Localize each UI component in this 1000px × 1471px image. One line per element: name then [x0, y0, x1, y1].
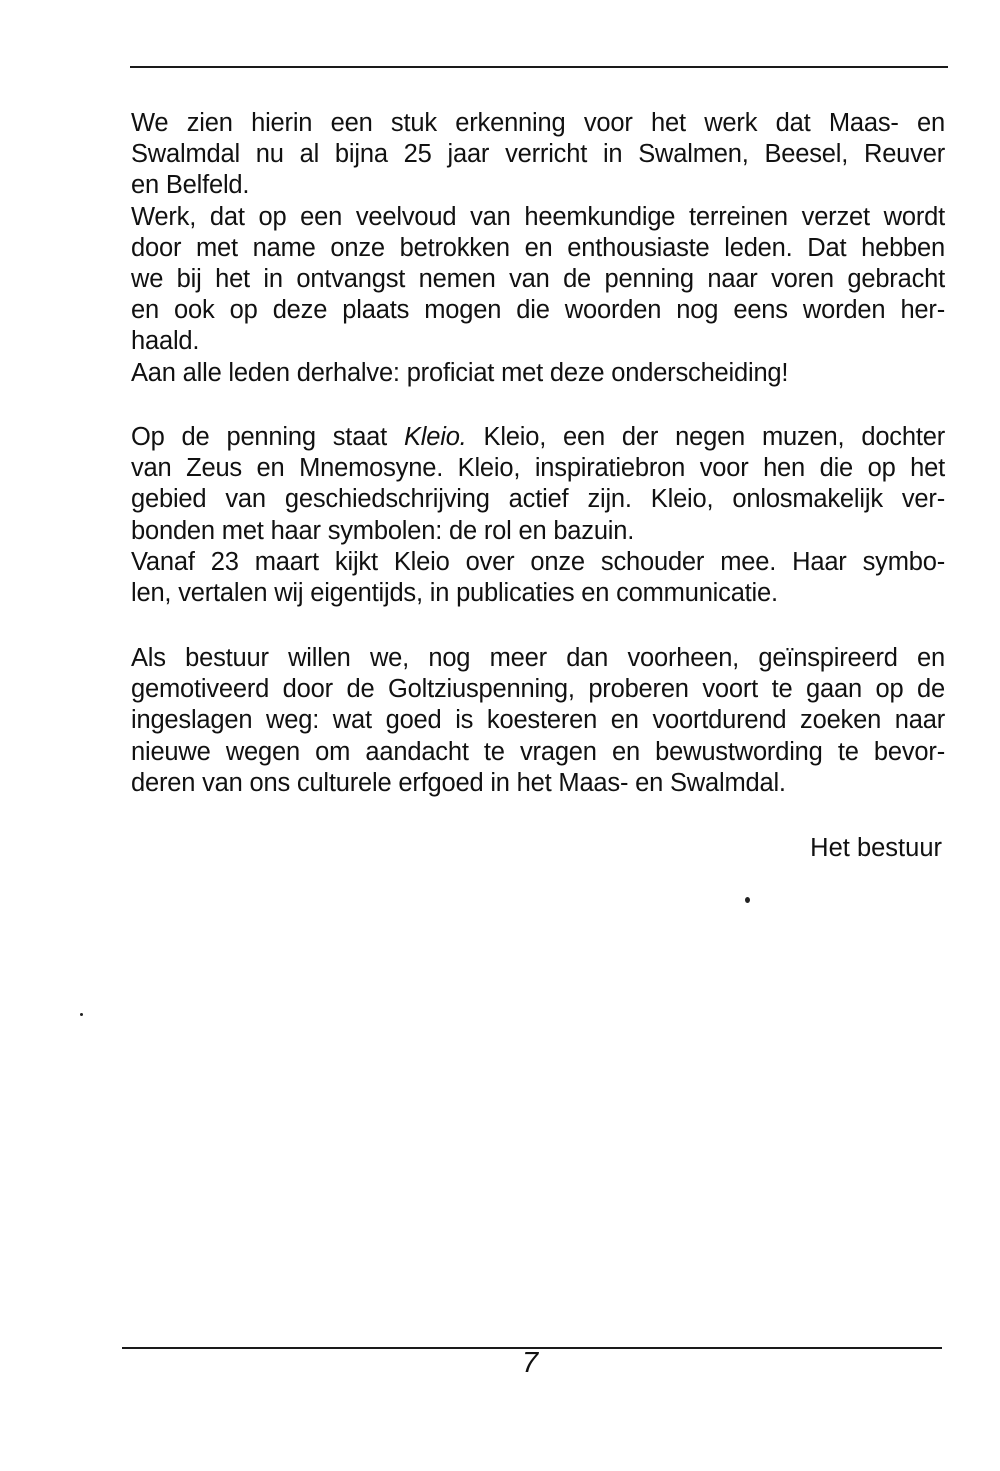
paragraph-recognition: [131, 108, 945, 389]
italic-text: Kleio.: [403, 423, 467, 451]
text-run: Op de penning staat: [131, 423, 404, 451]
text-run: door met name onze betrokken en enthousiaste leden. Dat hebben: [131, 233, 945, 262]
text-run: We zien hierin een stuk erkenning voor het werk dat Maas- en: [131, 109, 945, 137]
text-line: [131, 170, 945, 201]
text-run: Swalmdal nu al bijna 25 jaar verricht in Swalmen, Beesel, Reuver: [131, 140, 945, 169]
text-line: [131, 516, 945, 547]
text-line: [131, 768, 945, 799]
text-run: ingeslagen weg: wat goed is koesteren en voortdurend zoeken naar: [131, 706, 945, 735]
text-run: Werk, dat op een veelvoud van heemkundige terreinen verzet wordt: [131, 202, 945, 231]
scan-speck: [80, 1013, 83, 1016]
signature: Het bestuur: [810, 834, 942, 862]
text-line: [131, 108, 945, 139]
text-line: [131, 295, 945, 326]
paragraph-board-intent: [131, 643, 945, 799]
text-run: Vanaf 23 maart kijkt Kleio over onze schouder mee. Haar symbo-: [131, 547, 945, 576]
text-line: [131, 737, 945, 768]
text-line: [131, 547, 945, 578]
text-run: Kleio, een der negen muzen, dochter: [466, 423, 945, 451]
text-run: Aan alle leden derhalve: proficiat met deze onderscheiding!: [131, 358, 789, 387]
text-line: [131, 453, 945, 484]
text-line: [131, 578, 945, 609]
text-run: en Belfeld.: [131, 171, 250, 200]
scan-speck: [745, 897, 750, 903]
text-run: bonden met haar symbolen: de rol en bazuin.: [131, 516, 635, 545]
text-line: [131, 139, 945, 170]
paragraph-kleio: [131, 422, 945, 609]
text-run: nieuwe wegen om aandacht te vragen en bewustwording te bevor-: [131, 737, 945, 766]
text-run: gemotiveerd door de Goltziuspenning, proberen voort te gaan op de: [131, 675, 945, 704]
text-run: van Zeus en Mnemosyne. Kleio, inspiratiebron voor hen die op het: [131, 454, 945, 483]
text-run: we bij het in ontvangst nemen van de penning naar voren gebracht: [131, 265, 945, 294]
text-line: [131, 705, 945, 736]
text-run: haald.: [131, 327, 200, 356]
text-line: [131, 326, 945, 357]
text-line: [131, 233, 945, 264]
text-line: [131, 674, 945, 705]
text-run: en ook op deze plaats mogen die woorden nog eens worden her-: [131, 296, 945, 325]
text-line: [131, 202, 945, 233]
text-line: [131, 484, 945, 515]
text-line: [131, 643, 945, 674]
text-run: deren van ons culturele erfgoed in het Maas- en Swalmdal.: [131, 768, 786, 797]
header-rule: [130, 66, 948, 68]
text-line: [131, 422, 945, 453]
page-number: 7: [522, 1347, 539, 1379]
text-run: Als bestuur willen we, nog meer dan voorheen, geïnspireerd en: [131, 644, 945, 672]
text-line: [131, 264, 945, 295]
text-run: len, vertalen wij eigentijds, in publicaties en communicatie.: [131, 579, 778, 608]
text-run: gebied van geschiedschrijving actief zijn. Kleio, onlosmakelijk ver-: [131, 485, 945, 514]
text-line: [131, 358, 945, 389]
